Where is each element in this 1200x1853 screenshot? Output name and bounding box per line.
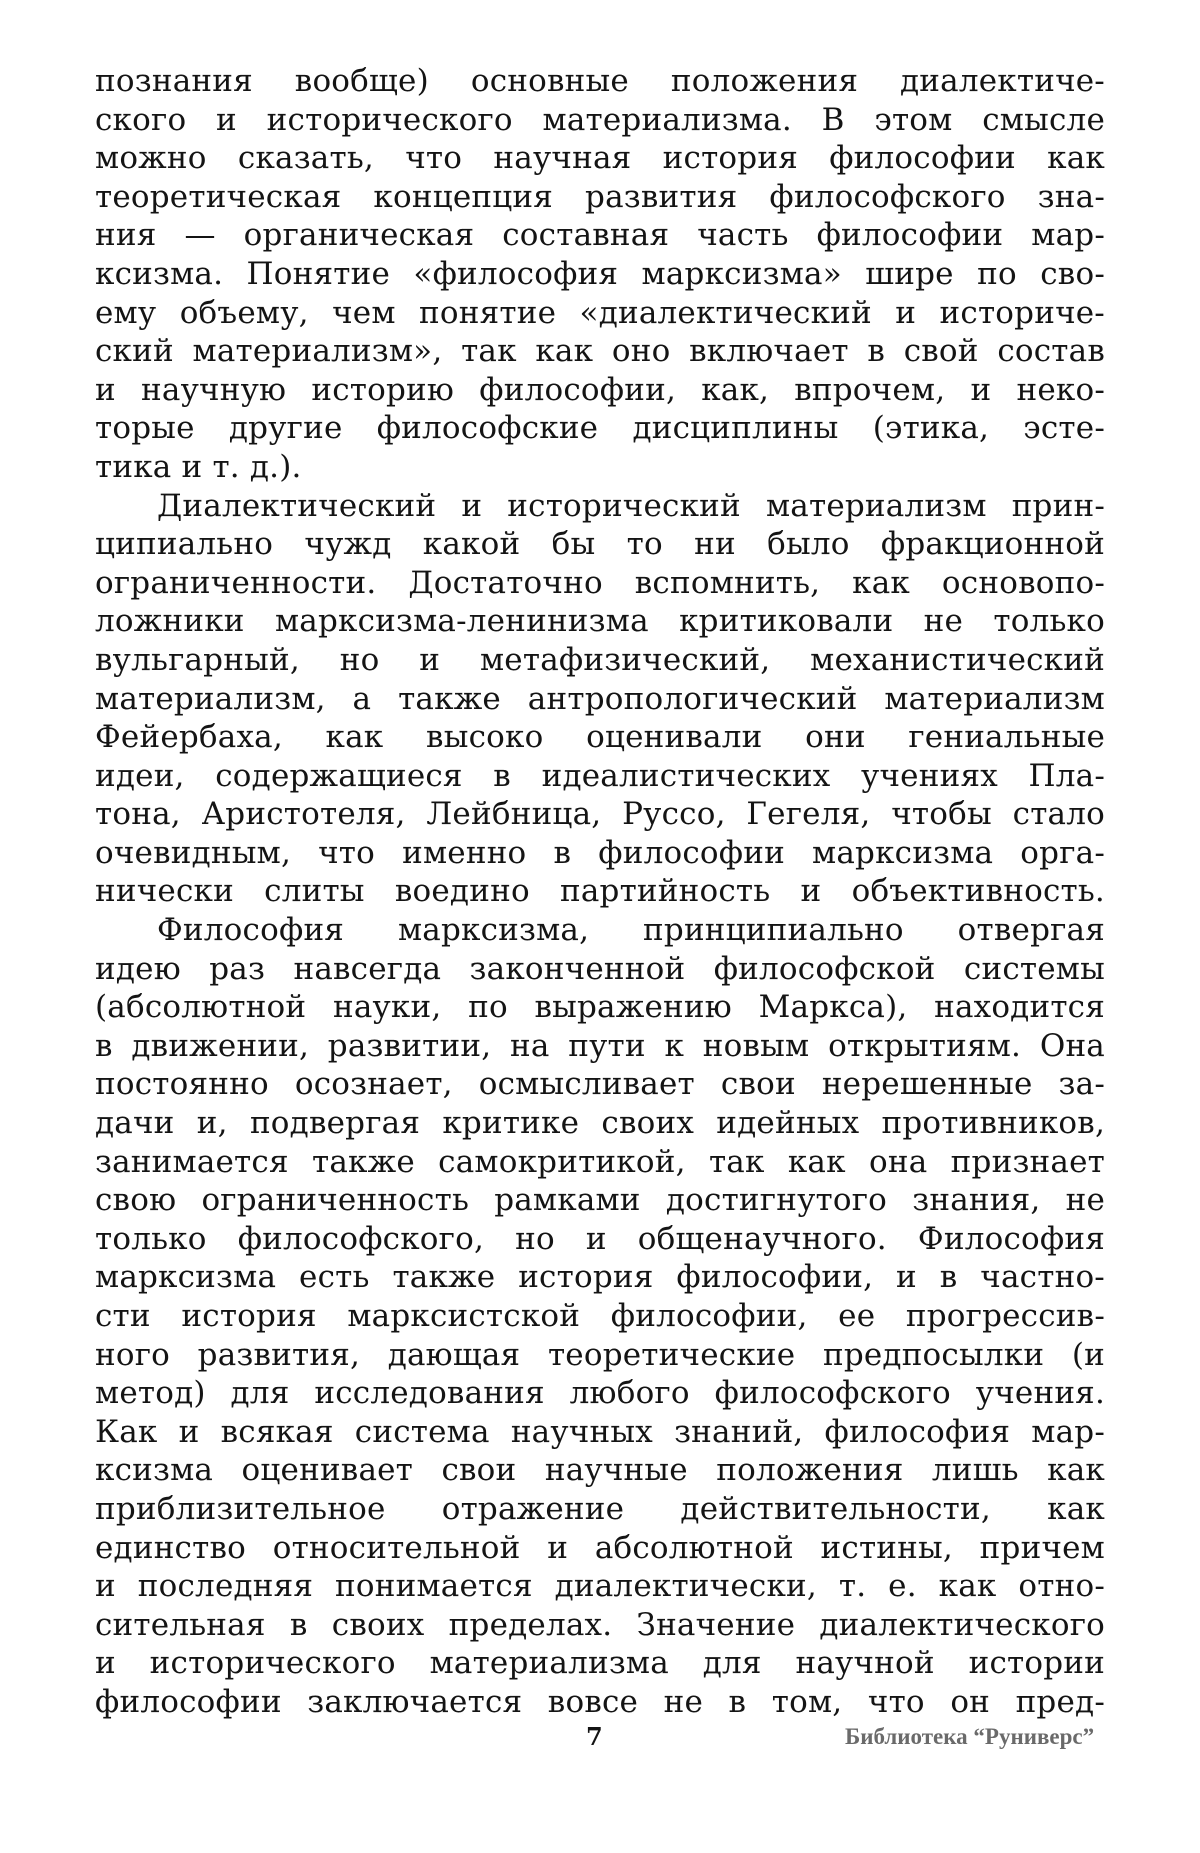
text-line: метод) для исследования любого философского учения.: [95, 1375, 1105, 1412]
text-line: и исторического материализма для научной истории: [95, 1645, 1105, 1682]
text-line: сти история марксистской философии, ее прогрессив-: [95, 1298, 1105, 1334]
text-line: вульгарный, но и метафизический, механистический: [95, 641, 1105, 678]
text-line: можно сказать, что научная история философии как: [95, 140, 1105, 177]
text-line: ния — органическая составная часть философии мар-: [95, 217, 1105, 254]
text-line: ксизма. Понятие «философия марксизма» шире по сво-: [95, 255, 1105, 292]
text-line: в движении, развитии, на пути к новым открытиям. Она: [95, 1027, 1105, 1064]
text-line: и научную историю философии, как, впрочем, и неко-: [95, 371, 1105, 408]
text-line: ципиально чужд какой бы то ни было фракционной: [95, 526, 1105, 563]
text-line: познания вообще) основные положения диалектиче-: [95, 63, 1105, 99]
text-line: тона, Аристотеля, Лейбница, Руссо, Гегеля, чтобы стало: [95, 796, 1105, 833]
text-line: Как и всякая система научных знаний, философия мар-: [95, 1413, 1105, 1450]
text-line: идею раз навсегда законченной философской системы: [95, 950, 1105, 987]
text-line: Фейербаха, как высоко оценивали они гениальные: [95, 719, 1105, 756]
text-line: постоянно осознает, осмысливает свои нерешенные за-: [95, 1066, 1105, 1103]
text-line: сительная в своих пределах. Значение диалектического: [95, 1606, 1105, 1643]
text-line: торые другие философские дисциплины (этика, эсте-: [95, 410, 1105, 447]
page-number: 7: [586, 1722, 603, 1751]
text-line: ского и исторического материализма. В этом смысле: [95, 101, 1105, 138]
text-line: ему объему, чем понятие «диалектический и историче-: [95, 294, 1105, 331]
text-line: философии заключается вовсе не в том, что он пред-: [95, 1683, 1105, 1720]
text-line: нически слиты воедино партийность и объективность.: [95, 873, 1105, 910]
text-line: только философского, но и общенаучного. Философия: [95, 1220, 1105, 1257]
text-line: ложники марксизма-ленинизма критиковали не только: [95, 603, 1105, 640]
text-line: материализм, а также антропологический материализм: [95, 680, 1105, 717]
text-line: единство относительной и абсолютной истины, причем: [95, 1529, 1105, 1566]
paragraph-first-line: Диалектический и исторический материализм прин-: [157, 487, 1105, 524]
text-line: свою ограниченность рамками достигнутого знания, не: [95, 1182, 1105, 1219]
paragraph-first-line: Философия марксизма, принципиально отвергая: [157, 912, 1105, 949]
text-line: занимается также самокритикой, так как она признает: [95, 1143, 1105, 1180]
text-line: приблизительное отражение действительности, как: [95, 1490, 1105, 1527]
text-line: (абсолютной науки, по выражению Маркса), находится: [95, 989, 1105, 1026]
text-line: очевидным, что именно в философии марксизма орга-: [95, 834, 1105, 871]
library-watermark: Библиотека “Руниверс”: [845, 1724, 1095, 1749]
text-line: дачи и, подвергая критике своих идейных противников,: [95, 1105, 1105, 1142]
text-line: ограниченности. Достаточно вспомнить, как основопо-: [95, 564, 1105, 601]
text-line: марксизма есть также история философии, и в частно-: [95, 1259, 1105, 1296]
text-line: ного развития, дающая теоретические предпосылки (и: [95, 1336, 1105, 1373]
text-line: ксизма оценивает свои научные положения лишь как: [95, 1452, 1105, 1489]
body-text: [95, 62, 1105, 1722]
text-line: ский материализм», так как оно включает в свой состав: [95, 333, 1105, 370]
text-line: и последняя понимается диалектически, т. е. как отно-: [95, 1568, 1105, 1605]
text-line: тика и т. д.).: [95, 448, 302, 485]
text-line: теоретическая концепция развития философского зна-: [95, 178, 1105, 215]
text-line: идеи, содержащиеся в идеалистических учениях Пла-: [95, 757, 1105, 794]
